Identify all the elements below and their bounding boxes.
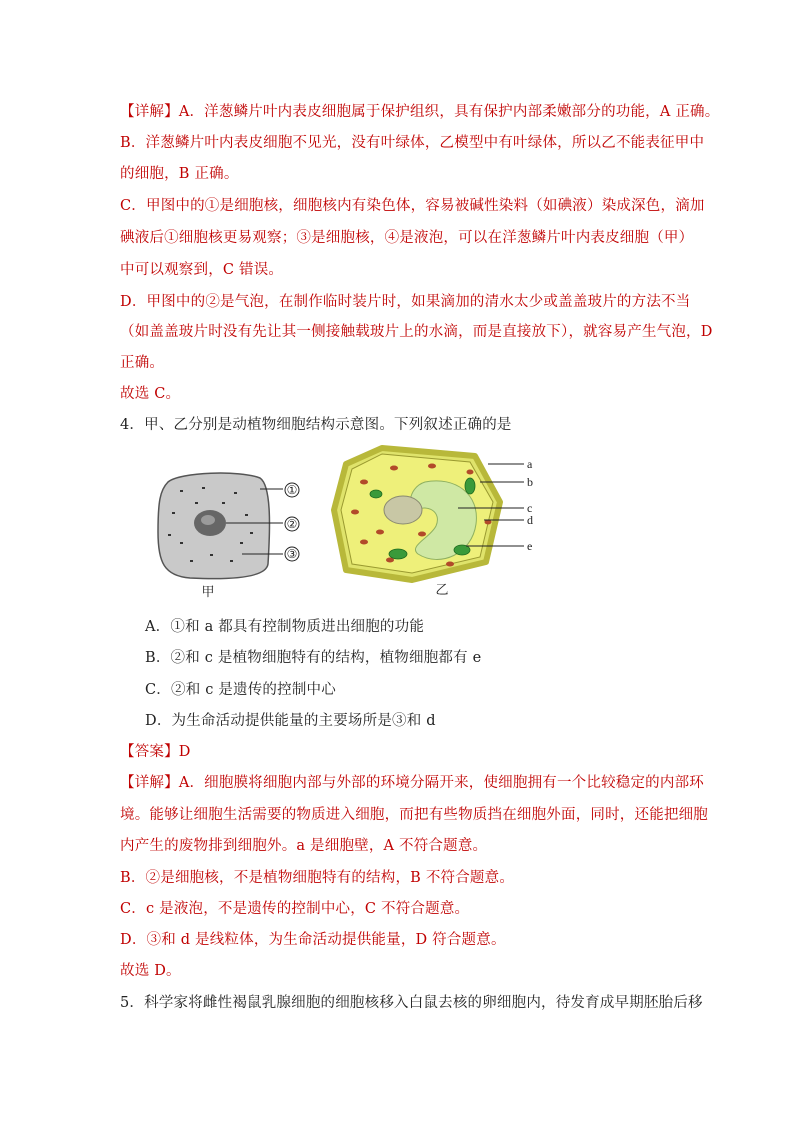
q4-explain-a: 【详解】A．细胞膜将细胞内部与外部的环境分隔开来，使细胞拥有一个比较稳定的内部环 [120,775,704,791]
explain-line-b: B．洋葱鳞片叶内表皮细胞不见光，没有叶绿体，乙模型中有叶绿体，所以乙不能表征甲中 [120,135,705,151]
explain-line-c-cont1: 碘液后①细胞核更易观察；③是细胞核，④是液泡，可以在洋葱鳞片叶内表皮细胞（甲） [120,230,694,246]
option-a: A．①和 a 都具有控制物质进出细胞的功能 [145,619,425,635]
question-4-stem: 4．甲、乙分别是动植物细胞结构示意图。下列叙述正确的是 [120,417,512,433]
q4-explain-a-cont1: 境。能够让细胞生活需要的物质进入细胞，而把有些物质挡在细胞外面，同时，还能把细胞 [120,807,708,823]
animal-caption: 甲 [201,584,215,599]
explain-line-d-cont1: （如盖盖玻片时没有先让其一侧接触载玻片上的水滴，而是直接放下），就容易产生气泡，D [120,324,713,340]
q4-explain-d: D．③和 d 是线粒体，为生命活动提供能量，D 符合题意。 [120,932,506,948]
answer-line: 【答案】D [120,744,191,760]
q4-explain-b: B．②是细胞核，不是植物细胞特有的结构，B 不符合题意。 [120,870,515,886]
explain-tag: 【详解】 [120,775,179,791]
explain-line-c-cont2: 中可以观察到，C 错误。 [120,262,284,278]
q4-explain-a-cont2: 内产生的废物排到细胞外。a 是细胞壁，A 不符合题意。 [120,838,488,854]
plant-label-a: a [527,457,533,471]
explain-line-a: 【详解】A．洋葱鳞片叶内表皮细胞属于保护组织，具有保护内部柔嫩部分的功能，A 正确。 [120,104,720,120]
animal-cell [158,473,299,599]
animal-label-2: ② [286,517,298,531]
q4-conclusion: 故选 D。 [120,963,181,979]
conclusion-line: 故选 C。 [120,386,181,402]
option-b: B．②和 c 是植物细胞特有的结构，植物细胞都有 e [145,650,482,666]
explain-tag: 【详解】 [120,104,179,120]
explain-line-d-cont2: 正确。 [120,355,165,371]
q4-explain-c: C．c 是液泡，不是遗传的控制中心，C 不符合题意。 [120,901,470,917]
option-c: C．②和 c 是遗传的控制中心 [145,682,336,698]
animal-label-1: ① [286,483,298,497]
plant-label-e: e [527,539,533,553]
explain-line-d: D．甲图中的②是气泡，在制作临时装片时，如果滴加的清水太少或盖盖玻片的方法不当 [120,294,691,310]
plant-label-b: b [527,475,533,489]
animal-label-3: ③ [286,547,298,561]
cell-diagram [150,442,550,602]
explain-line-b-cont: 的细胞，B 正确。 [120,166,239,182]
plant-cell [334,448,533,597]
option-d: D．为生命活动提供能量的主要场所是③和 d [145,713,436,729]
plant-label-c: c [527,501,533,515]
explain-line-c: C．甲图中的①是细胞核，细胞核内有染色体，容易被碱性染料（如碘液）染成深色，滴加 [120,198,705,214]
plant-label-d: d [527,513,533,527]
plant-caption: 乙 [435,582,449,597]
question-5-stem: 5．科学家将雌性褐鼠乳腺细胞的细胞核移入白鼠去核的卵细胞内，待发育成早期胚胎后移 [120,995,703,1011]
